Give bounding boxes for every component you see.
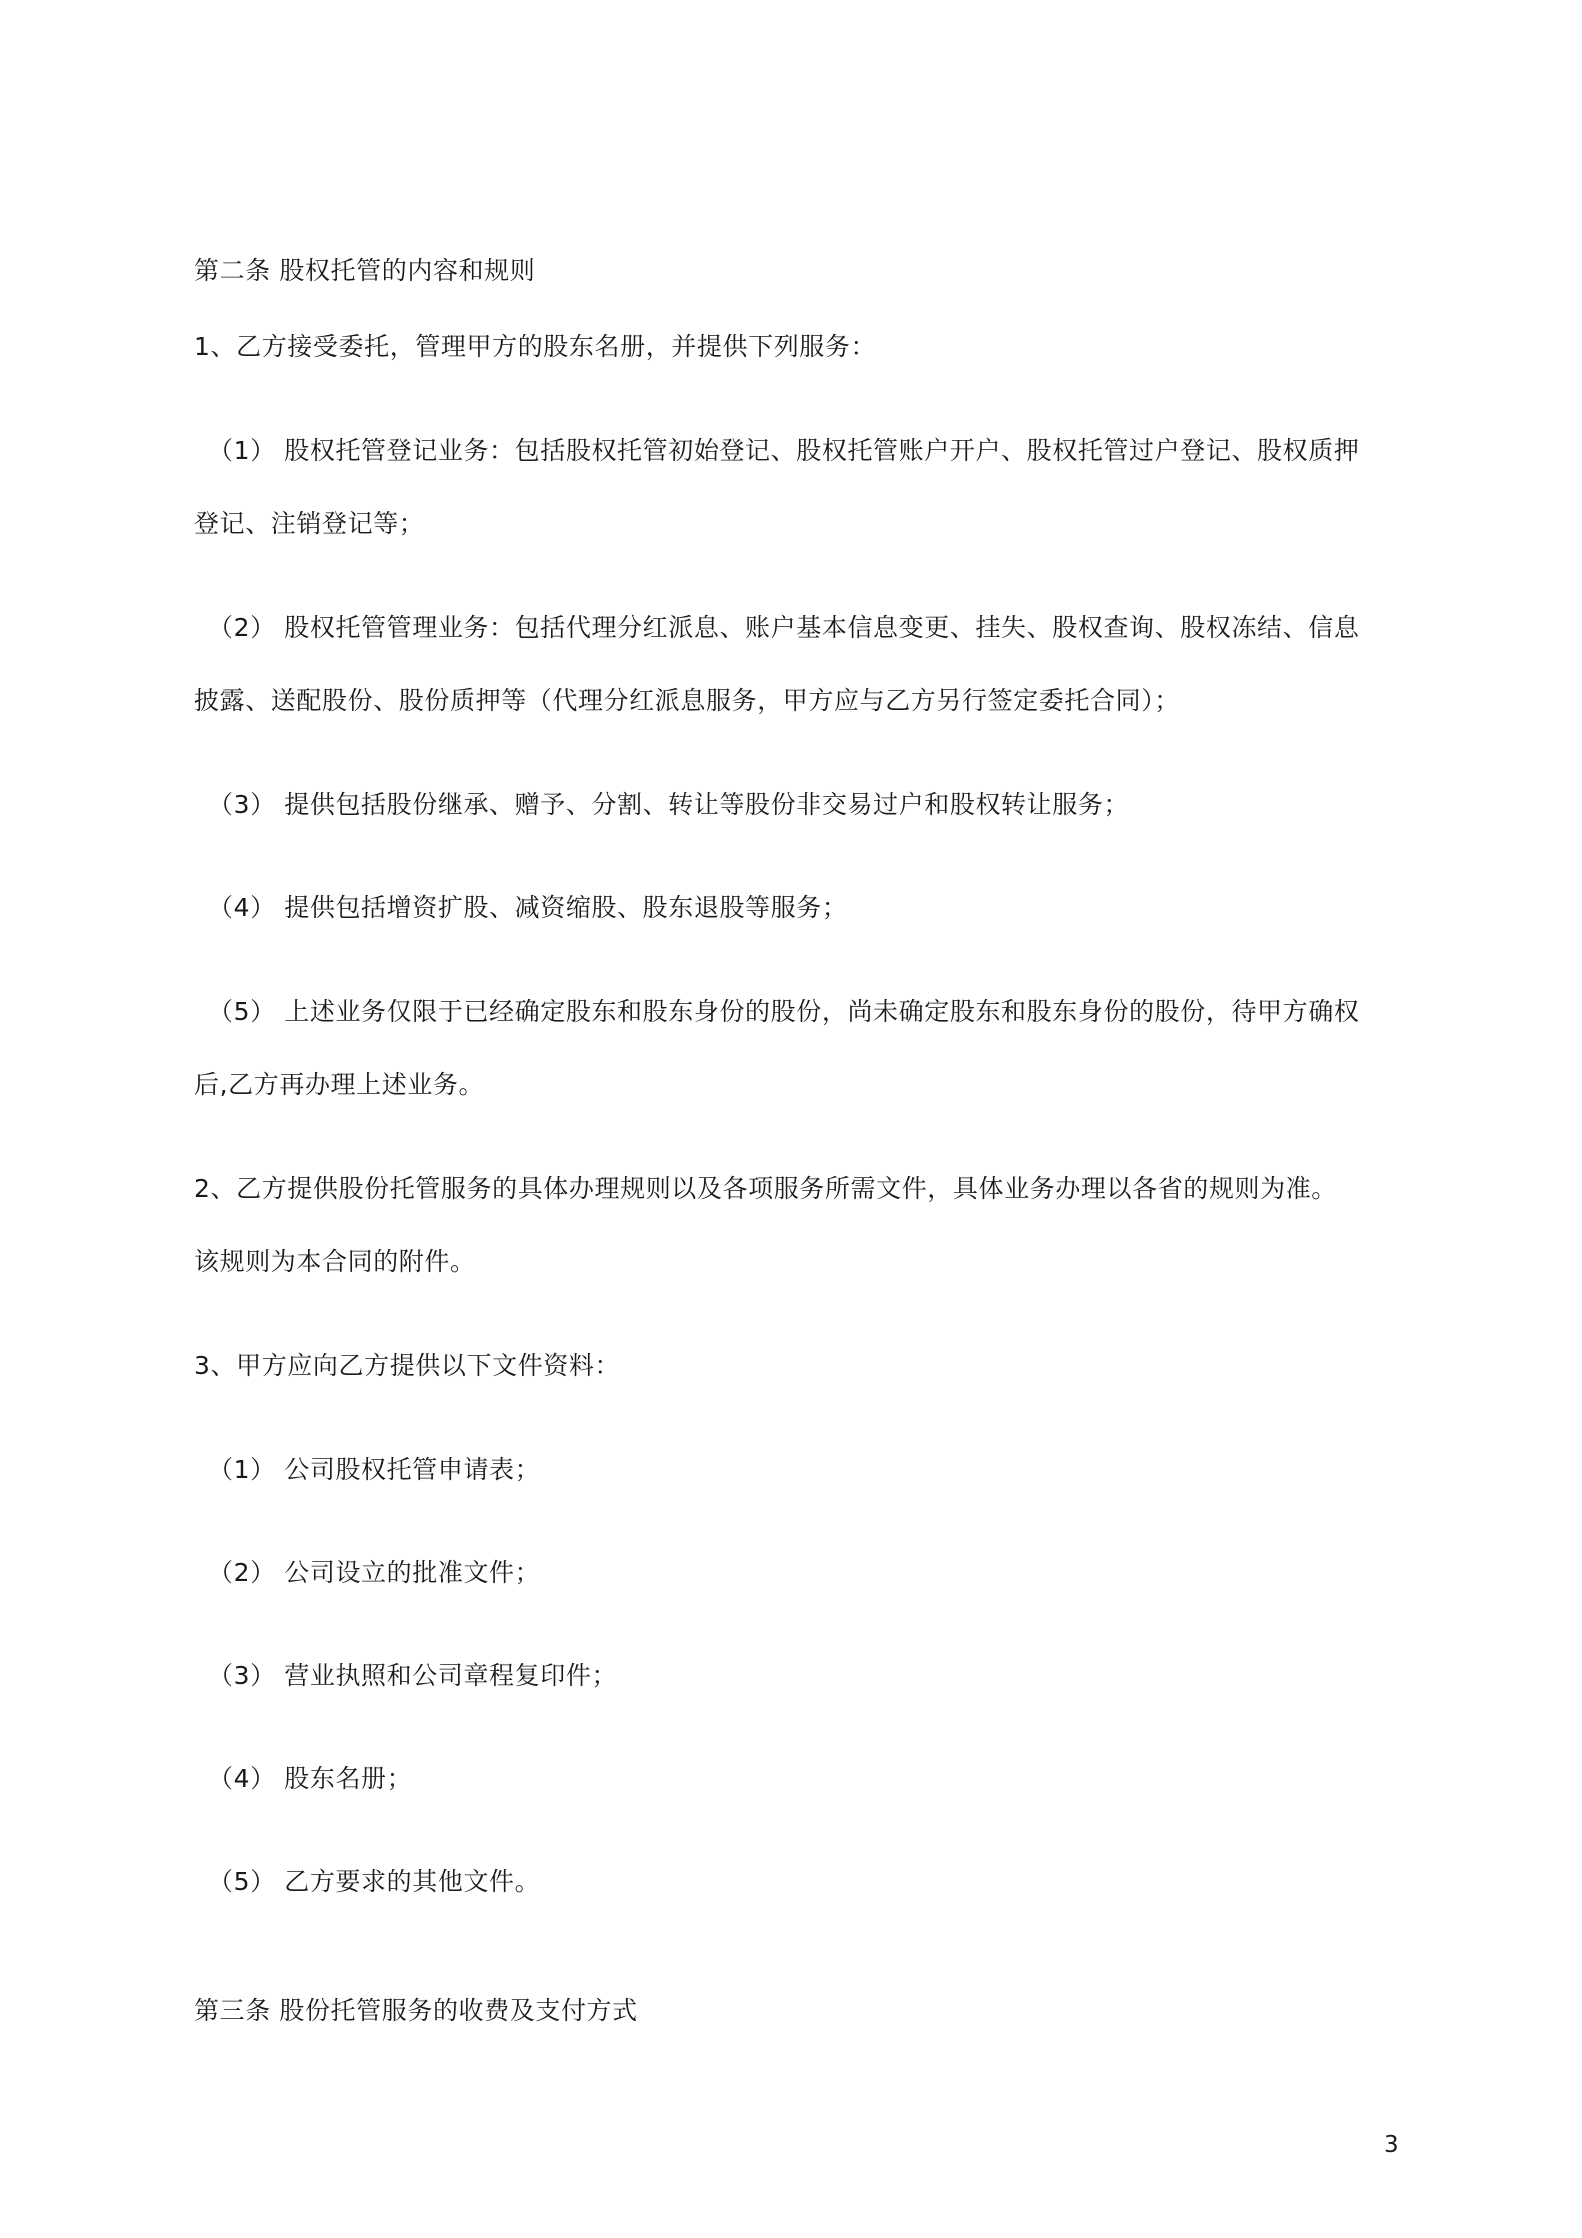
article-2-heading: 第二条 股权托管的内容和规则 [194, 256, 536, 285]
clause-3: 3、甲方应向乙方提供以下文件资料： [194, 1351, 621, 1380]
clause-3-item-1: （1） 公司股权托管申请表； [208, 1455, 541, 1484]
clause-1-item-5-line-1: （5） 上述业务仅限于已经确定股东和股东身份的股份，尚未确定股东和股东身份的股份，待甲方确权 [208, 997, 1360, 1026]
clause-3-item-4: （4） 股东名册； [208, 1764, 413, 1793]
clause-2-line-1: 2、乙方提供股份托管服务的具体办理规则以及各项服务所需文件，具体业务办理以各省的规则为准。 [194, 1174, 1337, 1203]
clause-2-line-2: 该规则为本合同的附件。 [194, 1247, 476, 1276]
clause-1: 1、乙方接受委托，管理甲方的股东名册，并提供下列服务： [194, 332, 877, 361]
clause-3-item-3: （3） 营业执照和公司章程复印件； [208, 1661, 618, 1690]
clause-3-item-5: （5） 乙方要求的其他文件。 [208, 1867, 541, 1896]
clause-1-item-5-line-2: 后,乙方再办理上述业务。 [194, 1070, 485, 1099]
page-number: 3 [1384, 2132, 1399, 2158]
clause-1-item-1-line-1: （1） 股权托管登记业务：包括股权托管初始登记、股权托管账户开户、股权托管过户登记、股权质押 [208, 436, 1360, 465]
clause-1-item-2-line-2: 披露、送配股份、股份质押等（代理分红派息服务，甲方应与乙方另行签定委托合同）； [194, 686, 1180, 715]
clause-3-item-2: （2） 公司设立的批准文件； [208, 1558, 541, 1587]
clause-1-item-1-line-2: 登记、注销登记等； [194, 509, 425, 538]
clause-1-item-3: （3） 提供包括股份继承、赠予、分割、转让等股份非交易过户和股权转让服务； [208, 790, 1130, 819]
clause-1-item-2-line-1: （2） 股权托管管理业务：包括代理分红派息、账户基本信息变更、挂失、股权查询、股权冻结、信息 [208, 613, 1360, 642]
clause-1-item-4: （4） 提供包括增资扩股、减资缩股、股东退股等服务； [208, 893, 848, 922]
article-3-heading: 第三条 股份托管服务的收费及支付方式 [194, 1996, 638, 2025]
